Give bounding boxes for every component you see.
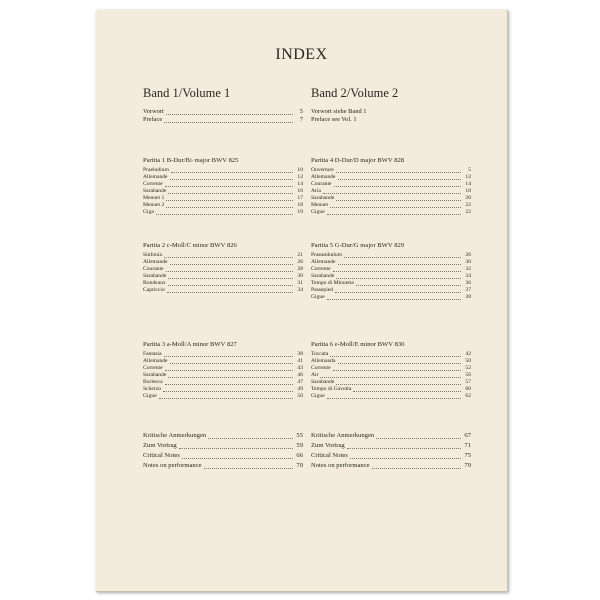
entry-page-number: 57 <box>465 379 471 385</box>
index-entry <box>311 167 471 174</box>
dot-leader <box>167 288 293 293</box>
index-entry <box>143 358 303 365</box>
entry-page-number: 14 <box>465 181 471 187</box>
index-entry <box>143 108 303 116</box>
entry-page-number: 31 <box>297 280 303 286</box>
entry-page-number: 50 <box>465 358 471 364</box>
dot-leader <box>182 454 293 459</box>
dot-leader <box>338 260 461 265</box>
entry-title: Aria <box>311 188 321 194</box>
entry-page-number: 21 <box>297 252 303 258</box>
index-entry <box>311 273 471 280</box>
dot-leader <box>336 196 461 201</box>
entry-page-number: 16 <box>297 188 303 194</box>
dot-leader <box>159 394 293 399</box>
partita-title: Partita 1 B-Dur/B♭ major BWV 825 <box>143 157 239 164</box>
entry-page-number: 30 <box>465 259 471 265</box>
entry-title: Critical Notes <box>143 452 180 459</box>
entry-page-number: 30 <box>297 273 303 279</box>
entry-page-number: 79 <box>464 462 471 469</box>
partita-section <box>143 340 303 400</box>
index-entry <box>143 266 303 273</box>
entry-title: Rondeaux <box>143 280 166 286</box>
dot-leader <box>168 189 293 194</box>
entry-title: Sarabande <box>143 188 167 194</box>
index-entry <box>311 209 471 216</box>
index-entry <box>143 202 303 209</box>
index-entry <box>143 431 303 441</box>
end-matter-list <box>143 431 303 471</box>
entry-title: Preface see Vol. 1 <box>311 116 357 123</box>
entry-page-number: 17 <box>297 195 303 201</box>
entry-title: Critical Notes <box>311 452 348 459</box>
dot-leader <box>166 196 293 201</box>
entry-page-number: 12 <box>297 174 303 180</box>
index-entry <box>143 174 303 181</box>
entry-page-number: 75 <box>464 452 471 459</box>
index-entry <box>143 461 303 471</box>
index-page <box>96 10 508 592</box>
index-entry <box>311 351 471 358</box>
entry-page-number: 26 <box>297 259 303 265</box>
entry-title: Allemande <box>311 174 336 180</box>
entry-page-number: 26 <box>465 252 471 258</box>
entry-title: Burlesca <box>143 379 163 385</box>
index-entry <box>143 386 303 393</box>
index-entry <box>311 294 471 301</box>
index-entry <box>143 287 303 294</box>
entry-page-number: 19 <box>297 209 303 215</box>
partita-section <box>143 241 303 294</box>
partita-section <box>311 156 471 216</box>
entry-page-number: 66 <box>296 452 303 459</box>
dot-leader <box>165 366 293 371</box>
entry-title: Praeambulum <box>311 252 343 258</box>
entry-title: Sarabande <box>143 372 167 378</box>
partita-section <box>311 340 471 400</box>
entry-page-number: 62 <box>465 393 471 399</box>
dot-leader <box>168 373 293 378</box>
entry-title: Allemande <box>143 358 168 364</box>
entry-title: Sinfonia <box>143 252 162 258</box>
index-entry <box>143 441 303 451</box>
index-entry <box>143 195 303 202</box>
entry-title: Preface <box>143 116 163 123</box>
entry-page-number: 5 <box>468 167 471 173</box>
entry-title: Praeludium <box>143 167 169 173</box>
dot-leader <box>327 295 461 300</box>
partita-section <box>311 241 471 301</box>
volume-heading: Band 1/Volume 1 <box>143 86 231 100</box>
dot-leader <box>344 253 461 258</box>
index-entry <box>311 252 471 259</box>
entry-title: Notes on performance <box>311 462 370 469</box>
entry-title: Menuet 1 <box>143 195 165 201</box>
dot-leader <box>327 394 461 399</box>
dot-leader <box>163 387 293 392</box>
index-entry <box>143 393 303 400</box>
entry-page-number: 71 <box>464 442 471 449</box>
index-entry <box>311 358 471 365</box>
index-entry <box>311 195 471 202</box>
dot-leader <box>165 182 293 187</box>
end-matter-list <box>311 431 471 471</box>
entry-title: Gigue <box>311 294 325 300</box>
entry-title: Capriccio <box>143 287 165 293</box>
index-entry <box>311 259 471 266</box>
index-entry <box>311 181 471 188</box>
index-entry <box>143 379 303 386</box>
dot-leader <box>353 387 461 392</box>
entry-title: Corrente <box>143 365 163 371</box>
entry-page-number: 28 <box>297 266 303 272</box>
entry-title: Gigue <box>311 393 325 399</box>
dot-leader <box>376 434 461 439</box>
dot-leader <box>204 464 293 469</box>
index-entry <box>311 393 471 400</box>
entry-title: Tempo di Minuetta <box>311 280 354 286</box>
entry-title: Gigue <box>311 209 325 215</box>
entry-page-number: 70 <box>296 462 303 469</box>
entry-title: Sarabande <box>143 273 167 279</box>
dot-leader <box>170 260 293 265</box>
entry-title: Sarabande <box>311 195 335 201</box>
partita-title: Partita 5 G-Dur/G major BWV 829 <box>311 242 405 249</box>
front-matter-list <box>143 108 303 124</box>
entry-title: Menuet <box>311 202 329 208</box>
entry-page-number: 5 <box>299 108 303 115</box>
dot-leader <box>327 210 461 215</box>
entry-page-number: 52 <box>465 365 471 371</box>
entry-page-number: 34 <box>297 287 303 293</box>
index-entry <box>143 365 303 372</box>
entry-title: Corrente <box>311 365 331 371</box>
entry-page-number: 22 <box>465 202 471 208</box>
entry-page-number: 49 <box>297 386 303 392</box>
entry-page-number: 36 <box>465 280 471 286</box>
dot-leader <box>338 175 461 180</box>
entry-page-number: 12 <box>465 174 471 180</box>
dot-leader <box>164 118 293 123</box>
dot-leader <box>170 175 293 180</box>
entry-title: Vorwort <box>143 108 164 115</box>
index-entry <box>311 386 471 393</box>
entry-title: Sarabande <box>311 273 335 279</box>
partita-title: Partita 3 a-Moll/A minor BWV 827 <box>143 341 237 348</box>
volume-column-2 <box>311 86 471 469</box>
dot-leader <box>179 444 293 449</box>
dot-leader <box>350 454 461 459</box>
entry-page-number: 67 <box>464 432 471 439</box>
dot-leader <box>336 380 461 385</box>
entry-page-number: 18 <box>465 188 471 194</box>
entry-title: Passepied <box>311 287 334 293</box>
entry-title: Scherzo <box>143 386 162 392</box>
dot-leader <box>208 434 293 439</box>
index-entry <box>143 259 303 266</box>
dot-leader <box>356 281 461 286</box>
entry-page-number: 55 <box>296 432 303 439</box>
entry-title: Zum Vortrag <box>311 442 345 449</box>
dot-leader <box>166 203 293 208</box>
dot-leader <box>168 281 293 286</box>
entry-page-number: 56 <box>465 372 471 378</box>
entry-title: Courante <box>311 181 332 187</box>
entry-title: Air <box>311 372 319 378</box>
entry-title: Toccata <box>311 351 329 357</box>
entry-page-number: 42 <box>465 351 471 357</box>
index-entry <box>143 188 303 195</box>
index-entry <box>311 174 471 181</box>
index-entry <box>311 365 471 372</box>
dot-leader <box>333 267 461 272</box>
dot-leader <box>166 267 293 272</box>
index-entry <box>311 379 471 386</box>
index-entry <box>143 116 303 124</box>
dot-leader <box>330 352 461 357</box>
entry-page-number: 14 <box>297 181 303 187</box>
entry-title: Kritische Anmerkungen <box>143 432 207 439</box>
volume-heading: Band 2/Volume 2 <box>311 86 399 100</box>
index-entry <box>311 431 471 441</box>
index-entry <box>143 181 303 188</box>
entry-title: Tempo di Gavotta <box>311 386 352 392</box>
entry-title: Corrente <box>311 266 331 272</box>
partita-title: Partita 2 c-Moll/C minor BWV 826 <box>143 242 237 249</box>
index-entry <box>311 287 471 294</box>
index-entry <box>311 202 471 209</box>
entry-title: Giga <box>143 209 154 215</box>
index-entry <box>311 451 471 461</box>
dot-leader <box>156 210 293 215</box>
index-entry <box>143 280 303 287</box>
index-entry <box>311 188 471 195</box>
entry-title: Zum Vortrag <box>143 442 177 449</box>
entry-title: Menuet 2 <box>143 202 165 208</box>
volume-column-1 <box>143 86 303 469</box>
entry-page-number: 38 <box>297 351 303 357</box>
dot-leader <box>338 359 461 364</box>
dot-leader <box>164 253 293 258</box>
entry-page-number: 46 <box>297 372 303 378</box>
entry-title: Allemande <box>143 259 168 265</box>
dot-leader <box>372 464 461 469</box>
entry-page-number: 34 <box>465 273 471 279</box>
entry-page-number: 50 <box>297 393 303 399</box>
entry-page-number: 37 <box>465 287 471 293</box>
entry-title: Courante <box>143 266 164 272</box>
entry-page-number: 43 <box>297 365 303 371</box>
entry-page-number: 32 <box>465 266 471 272</box>
index-entry <box>311 372 471 379</box>
entry-title: Corrente <box>143 181 163 187</box>
entry-title: Allemande <box>143 174 168 180</box>
index-entry <box>143 252 303 259</box>
dot-leader <box>165 380 293 385</box>
index-entry <box>311 108 471 116</box>
index-entry <box>143 273 303 280</box>
dot-leader <box>171 168 293 173</box>
dot-leader <box>320 373 461 378</box>
partita-section <box>143 156 303 216</box>
dot-leader <box>166 110 293 115</box>
index-entry <box>143 209 303 216</box>
dot-leader <box>336 168 461 173</box>
entry-title: Gigue <box>143 393 157 399</box>
dot-leader <box>170 359 293 364</box>
index-entry <box>311 441 471 451</box>
entry-title: Allemanda <box>311 358 336 364</box>
entry-page-number: 7 <box>299 116 303 123</box>
entry-page-number: 59 <box>296 442 303 449</box>
entry-page-number: 22 <box>465 209 471 215</box>
index-title: INDEX <box>275 46 328 63</box>
dot-leader <box>335 288 461 293</box>
index-entry <box>143 167 303 174</box>
entry-page-number: 20 <box>465 195 471 201</box>
entry-title: Sarabande <box>311 379 335 385</box>
index-entry <box>143 372 303 379</box>
dot-leader <box>333 366 461 371</box>
partita-title: Partita 4 D-Dur/D major BWV 828 <box>311 157 405 164</box>
index-entry <box>311 266 471 273</box>
dot-leader <box>323 189 461 194</box>
dot-leader <box>164 352 293 357</box>
entry-title: Fantasia <box>143 351 162 357</box>
entry-page-number: 10 <box>297 167 303 173</box>
entry-title: Notes on performance <box>143 462 202 469</box>
entry-title: Kritische Anmerkungen <box>311 432 375 439</box>
dot-leader <box>347 444 461 449</box>
index-entry <box>143 351 303 358</box>
dot-leader <box>168 274 293 279</box>
dot-leader <box>336 274 461 279</box>
entry-page-number: 41 <box>297 358 303 364</box>
entry-title: Ouverture <box>311 167 334 173</box>
entry-page-number: 18 <box>297 202 303 208</box>
index-entry <box>311 280 471 287</box>
partita-title: Partita 6 e-Moll/E minor BWV 830 <box>311 341 405 348</box>
index-entry <box>143 451 303 461</box>
entry-page-number: 47 <box>297 379 303 385</box>
dot-leader <box>334 182 461 187</box>
entry-page-number: 60 <box>465 386 471 392</box>
index-entry <box>311 461 471 471</box>
entry-page-number: 38 <box>465 294 471 300</box>
entry-title: Vorwort siehe Band 1 <box>311 108 367 115</box>
index-entry <box>311 116 471 124</box>
front-matter-list <box>311 108 471 124</box>
entry-title: Allemande <box>311 259 336 265</box>
dot-leader <box>330 203 461 208</box>
